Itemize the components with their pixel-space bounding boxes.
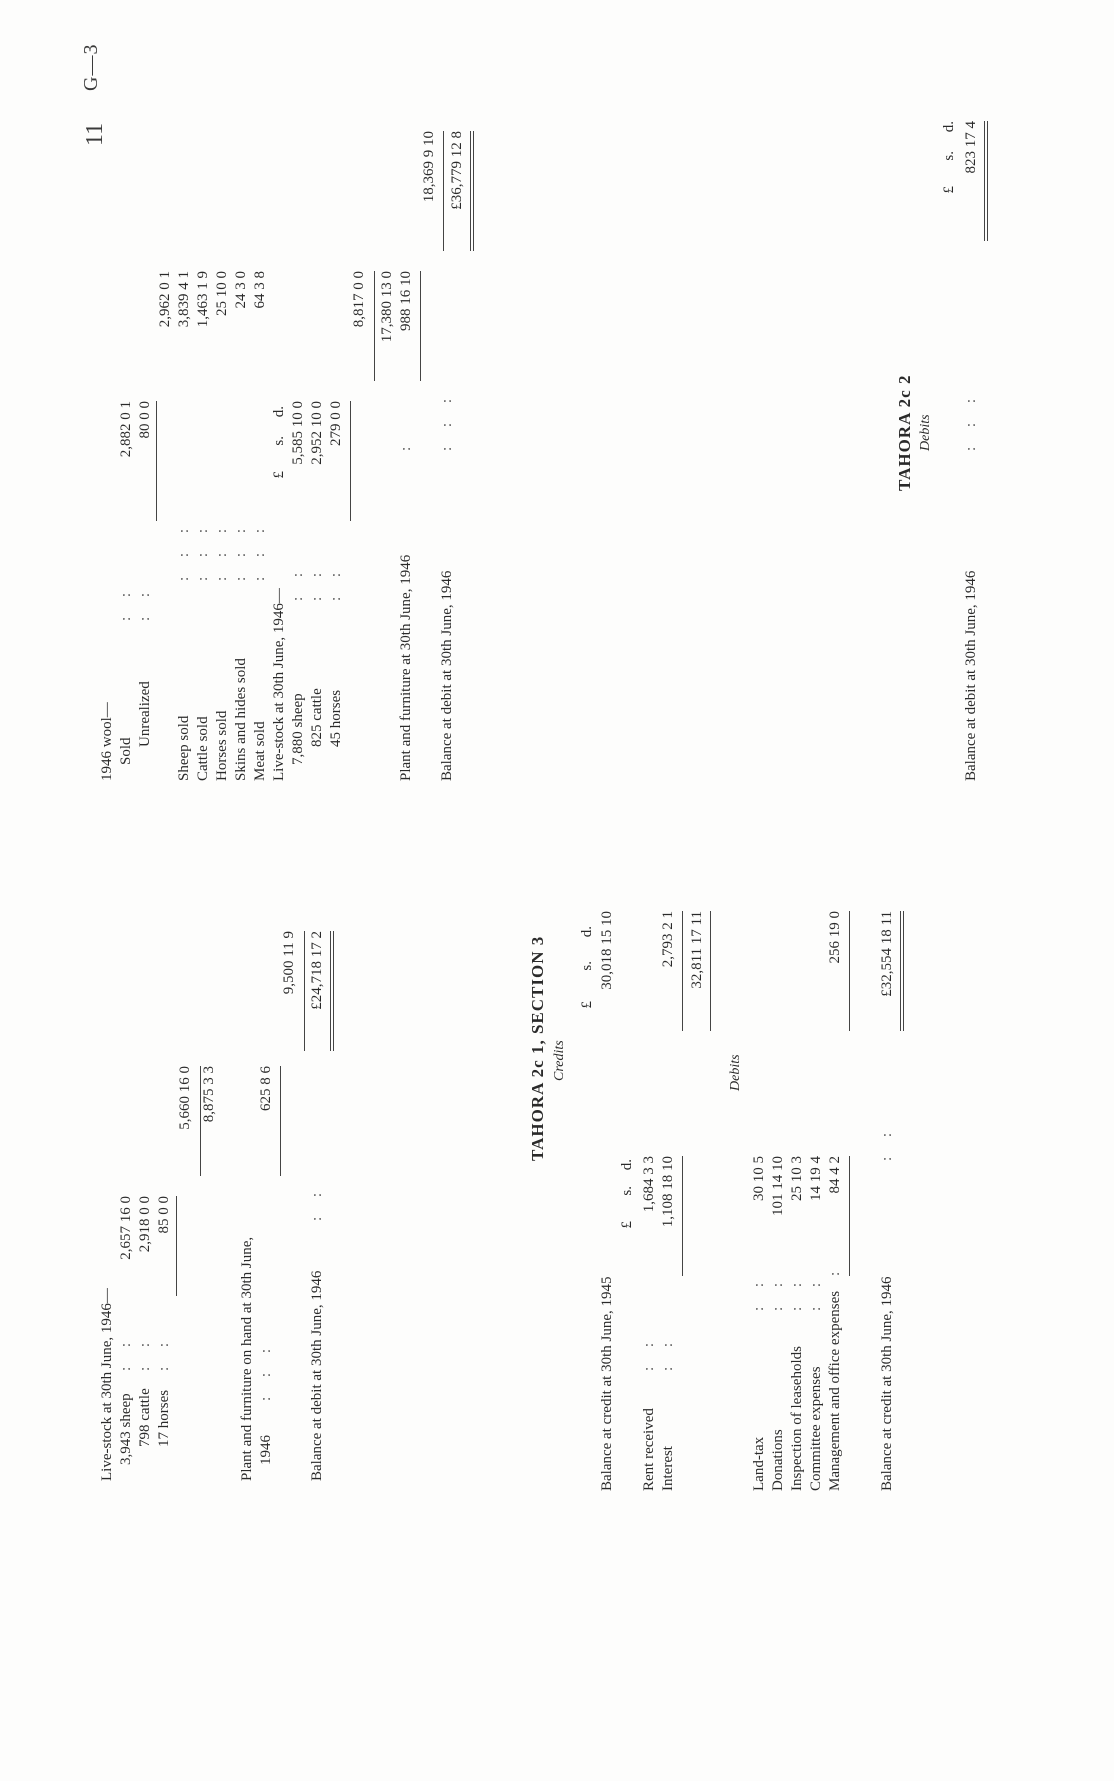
livestock-horses-label: 17 horses [156, 1389, 172, 1447]
right-unit-pence: d. [271, 406, 287, 418]
right-plant-rule [420, 271, 421, 381]
right-livestock-horses-label: 45 horses [328, 689, 344, 747]
section3-block: £ s. d. Balance at credit at 30th June, 1945 30,018 15 10 £ s. d. Rent received : : 1,684 3 3 Interest : : 1,108 18 10 2,793 2 1 32,811 17 11 Debits Land-tax : : 30 10 5 Donations : : 101 14 10 Inspection of leaseholds : : 25 10 3 Committee expenses : : 14 19 4 Management and office expenses : 84 4 2 256 19 0 Balance at credit at 30th June, 1946 : : £32,554 18 11 [578, 751, 998, 1491]
section3-unit-pound: £ [579, 1001, 595, 1009]
debit-inspection-label: Inspection of leaseholds [789, 1346, 805, 1491]
wool-total: 2,962 0 1 [157, 271, 173, 328]
debit-management-label: Management and office expenses [827, 1290, 843, 1491]
plant-amount: 625 8 6 [258, 1066, 274, 1111]
closing-rule [849, 911, 850, 1031]
debit-management-amount: 84 4 2 [827, 1156, 843, 1194]
closing-balance-amount: £32,554 18 11 [879, 911, 895, 997]
sale-horses-amount: 25 10 0 [214, 271, 230, 316]
right-livestock-sheep-label: 7,880 sheep [290, 693, 306, 765]
section2-unit-pound: £ [941, 186, 957, 194]
sale-skins-amount: 24 3 0 [233, 271, 249, 309]
section3-unit-shilling: s. [579, 961, 595, 971]
rent-received-amount: 1,684 3 3 [641, 1156, 657, 1213]
section2-debits-heading: Debits [918, 414, 933, 451]
wool-sold-label: Sold [118, 737, 134, 765]
right-livestock-cattle-amount: 2,952 10 0 [309, 401, 325, 465]
livestock-cattle-label: 798 cattle [137, 1388, 153, 1447]
debit-land-tax-label: Land-tax [751, 1436, 767, 1491]
section2-balance-amount: 823 17 4 [963, 121, 979, 174]
wool-rule [156, 401, 157, 521]
sale-sheep-label: Sheep sold [176, 715, 192, 781]
income-total: 2,793 2 1 [660, 911, 676, 968]
grand-total-rule [304, 931, 305, 1051]
wool-sold-amount: 2,882 0 1 [118, 401, 134, 458]
right-balance-amount: 18,369 9 10 [421, 131, 437, 203]
section2-balance-label: Balance at debit at 30th June, 1946 [963, 570, 979, 781]
interest-amount: 1,108 18 10 [660, 1156, 676, 1228]
debit-committee-label: Committee expenses [808, 1366, 824, 1491]
section2-title: TAHORA 2c 2 [895, 374, 914, 491]
right-grand-double-rule [470, 131, 474, 251]
right-balance-label: Balance at debit at 30th June, 1946 [439, 570, 455, 781]
debit-land-tax-amount: 30 10 5 [751, 1156, 767, 1201]
grand-total: £24,718 17 2 [309, 931, 325, 1010]
closing-double-rule [900, 911, 904, 1031]
sale-cattle-amount: 1,463 1 9 [195, 271, 211, 328]
left-credits-block: Live-stock at 30th June, 1946— 3,943 sheep : : 2,657 16 0 798 cattle : : 2,918 0 0 17 horses : : 85 0 0 5,660 16 0 Plant and furniture on hand at 30th June, 1946 : : : 8,875 3 3 625 8 6 Balance at debit at 30th June, 1946 : : 9,500 11 9 £24,718 17 2 [98, 821, 358, 1481]
section3-credits-heading: Credits [552, 1040, 567, 1081]
right-subtotal: 17,380 13 0 [379, 271, 395, 343]
plant-rule [280, 1066, 281, 1176]
sale-meat-label: Meat sold [252, 721, 268, 781]
wool-unrealized-label: Unrealized [137, 681, 153, 747]
right-unit-pound: £ [271, 471, 287, 479]
balance-credit-1945-label: Balance at credit at 30th June, 1945 [599, 1276, 615, 1491]
page-number: 11 [82, 122, 108, 146]
right-plant-amount: 988 16 10 [398, 271, 414, 331]
livestock-sheep-amount: 2,657 16 0 [118, 1196, 134, 1260]
right-livestock-heading: Live-stock at 30th June, 1946— [271, 588, 287, 781]
sale-horses-label: Horses sold [214, 710, 230, 781]
section2-unit-pence: d. [941, 121, 957, 133]
right-subtotal-rule [374, 271, 375, 381]
debits-rule [849, 1156, 850, 1276]
livestock-rule [176, 1196, 177, 1296]
section2-double-rule [984, 121, 988, 241]
wool-unrealized-amount: 80 0 0 [137, 401, 153, 439]
section3-title: TAHORA 2c 1, SECTION 3 [528, 935, 547, 1161]
balance-debit-amount: 9,500 11 9 [281, 931, 297, 995]
plant-line-1: Plant and furniture on hand at 30th June, [239, 1236, 255, 1481]
credits-total-rule [682, 911, 683, 1031]
section2-unit-shilling: s. [941, 151, 957, 161]
plant-subtotal: 8,875 3 3 [201, 1066, 217, 1123]
document-code: G—3 [80, 43, 102, 91]
right-credits-block: 1946 wool— Sold : : 2,882 0 1 Unrealized : : 80 0 0 2,962 0 1 Sheep sold : : : 3,839 4 1 Cattle sold : : : 1,463 1 9 Horses sold : : : 25 10 0 Skins and hides sold : : : 24 3 0 Meat sold : : : 64 3 8 Live-stock at 30th June, 1946— £ s. d. 7,880 sheep : : 5,585 10 0 825 cattle : : 2,952 10 0 45 horses : : 279 0 0 8,817 0 0 17,380 13 0 Plant and furniture at 30th June, 1946 : 988 16 10 Balance at debit at 30th June, 1946 : : : 18,369 9 10 £36,779 12 8 [98, 21, 528, 781]
livestock-horses-amount: 85 0 0 [156, 1196, 172, 1234]
section3-unit-pence: d. [579, 926, 595, 938]
plant-line-2: 1946 [258, 1435, 274, 1465]
debit-donations-amount: 101 14 10 [770, 1156, 786, 1216]
balance-debit-label: Balance at debit at 30th June, 1946 [309, 1270, 325, 1481]
right-livestock-sheep-amount: 5,585 10 0 [290, 401, 306, 465]
income-rule [682, 1156, 683, 1276]
debit-committee-amount: 14 19 4 [808, 1156, 824, 1201]
right-grand-total: £36,779 12 8 [449, 131, 465, 210]
debits-total: 256 19 0 [827, 911, 843, 964]
sale-skins-label: Skins and hides sold [233, 658, 249, 781]
grand-total-double-rule [330, 931, 334, 1051]
right-livestock-total: 8,817 0 0 [351, 271, 367, 328]
credits-total-underline [710, 911, 711, 1031]
interest-label: Interest [660, 1446, 676, 1491]
debit-inspection-amount: 25 10 3 [789, 1156, 805, 1201]
right-plant-label: Plant and furniture at 30th June, 1946 [398, 554, 414, 781]
balance-credit-1945-amount: 30,018 15 10 [599, 911, 615, 990]
livestock-total: 5,660 16 0 [177, 1066, 193, 1130]
livestock-heading: Live-stock at 30th June, 1946— [99, 1288, 115, 1481]
rent-received-label: Rent received [641, 1408, 657, 1491]
sale-meat-amount: 64 3 8 [252, 271, 268, 309]
right-grand-rule [443, 131, 444, 251]
sale-sheep-amount: 3,839 4 1 [176, 271, 192, 328]
right-livestock-cattle-label: 825 cattle [309, 688, 325, 747]
section3-debits-heading: Debits [728, 1054, 743, 1091]
livestock-sheep-label: 3,943 sheep [118, 1393, 134, 1465]
livestock-cattle-amount: 2,918 0 0 [137, 1196, 153, 1253]
sale-cattle-label: Cattle sold [195, 716, 211, 781]
closing-balance-label: Balance at credit at 30th June, 1946 [879, 1276, 895, 1491]
right-unit-shilling: s. [271, 436, 287, 446]
right-livestock-horses-amount: 279 0 0 [328, 401, 344, 446]
right-livestock-rule [350, 401, 351, 521]
credits-total: 32,811 17 11 [689, 911, 705, 989]
debit-donations-label: Donations [770, 1429, 786, 1491]
section2-block: £ s. d. Balance at debit at 30th June, 1946 : : : 823 17 4 [940, 21, 1020, 781]
wool-heading: 1946 wool— [99, 702, 115, 781]
